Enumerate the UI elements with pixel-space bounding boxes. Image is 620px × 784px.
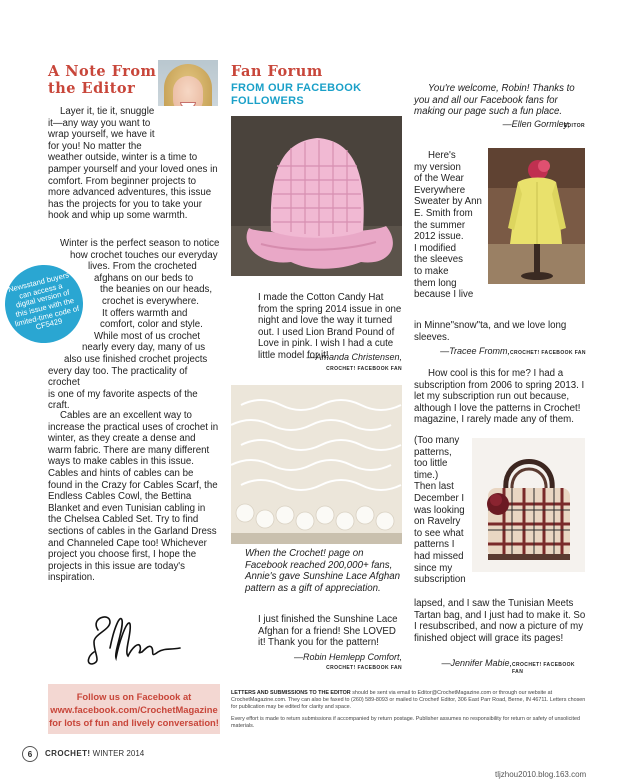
post-jennifer-role: CROCHET! FACEBOOK FAN [512, 662, 575, 675]
editor-signature [80, 608, 190, 668]
editor-reply-role: EDITOR [563, 123, 585, 129]
fan-forum-subtitle: FROM OUR FACEBOOK FOLLOWERS [231, 82, 362, 107]
post-amanda: I made the Cotton Candy Hat from the spring 2014 issue in one night and love the way it turned out. I used Lion Brand Pound of Love in pink. I wish I had a cute little model for it! [258, 292, 402, 361]
follow-line-3: for lots of fun and lively conversation! [49, 716, 219, 728]
fan-forum-title: Fan Forum [231, 63, 323, 80]
submissions-disclaimer: Every effort is made to return submissions if accompanied by return postage. Publisher assumes no responsibility for return or safety of unsolicited materials. [231, 716, 580, 729]
post-amanda-role: CROCHET! FACEBOOK FAN [326, 366, 402, 372]
follow-line-1: Follow us on Facebook at [76, 690, 192, 702]
facebook-follow-box [48, 684, 220, 734]
post-jennifer-author: —Jennifer Mabie, [441, 658, 512, 668]
post-robin: I just finished the Sunshine Lace Afghan for a friend! She LOVED it! Thank you for the pattern! [258, 614, 398, 649]
post-tracee-tail: in Minne"snow"ta, and we love long sleeves. [414, 320, 567, 343]
post-robin-role: CROCHET! FACEBOOK FAN [326, 665, 402, 671]
editor-reply-author: —Ellen Gormley, [502, 119, 570, 129]
wear-everywhere-sweater-photo [488, 148, 585, 284]
page-number: 6 [22, 746, 38, 762]
submissions-heading: LETTERS AND SUBMISSIONS TO THE EDITOR [231, 690, 351, 696]
editor-reply: You're welcome, Robin! Thanks to you and all our Facebook fans for making our page such a fun place. [414, 83, 575, 118]
newsstand-code-badge: Newsstand buyers can access a digital version of this issue with the limited-time code of CF5429 [0, 257, 91, 352]
follow-link[interactable]: www.facebook.com/CrochetMagazine [50, 703, 218, 715]
post-tracee-author: —Tracee Fromm, [440, 346, 510, 356]
post-jennifer-wrap: (Too many patterns, too little time.) Then last December I was looking on Ravelry to see what patterns I had missed since my subscription [414, 435, 466, 586]
post-tracee-role: CROCHET! FACEBOOK FAN [510, 350, 586, 356]
post-tracee: Here's my version of the Wear Everywhere Sweater by Ann E. Smith from the summer 2012 issue. I modified the sleeves to make them long because I live [414, 150, 482, 301]
post-amanda-author: —Amanda Christensen, [306, 352, 402, 362]
blog-watermark: tljzhou2010.blog.163.com [495, 770, 587, 779]
sunshine-lace-afghan-photo [231, 385, 402, 544]
post-jennifer-tail: lapsed, and I saw the Tunisian Meets Tartan bag, and I just had to make it. So I resubscribed, and now a picture of my finished object will grace its pages! [414, 598, 586, 644]
editor-note-paragraph-2: Winter is the perfect season to notice how crochet touches our everyday lives. From the crocheted afghans on our beds to the beanies on our heads, crochet is everywhere. It offers warmth and comfort, color and style. While most of us crochet nearly every day, many of us also use finished crochet projects every day too. The practicality of crochet is one of my favorite aspects of the craft. [48, 238, 220, 412]
editor-note-paragraph-3: Cables are an excellent way to increase the practical uses of crochet in winter, as they create a dense and warm fabric. There are many different ways to make cables in this issue. Cables and hints of cables can be found in the Crazy for Cables Scarf, the Endless Cables Cowl, the Bettina Blanket and even Tunisian cabling in the Chelsea Cabled Set. Try to find sections of cables in the Garland Dress and Channeled Cape too! Whichever project you choose first, I hope the projects in this issue are today's inspiration. [48, 410, 219, 584]
editor-note-title: A Note From the Editor [48, 63, 157, 97]
pink-crochet-hat-photo [231, 116, 402, 276]
post-jennifer-top: How cool is this for me? I had a subscription from 2006 to spring 2013. I let my subscription run out because, although I love the patterns in Crochet! magazine, I rarely made any of them. [414, 368, 585, 426]
tunisian-tartan-bag-photo [472, 438, 585, 572]
afghan-caption: When the Crochet! page on Facebook reached 200,000+ fans, Annie's gave Sunshine Lace Afghan pattern as a gift of appreciation. [245, 548, 400, 594]
submissions-notice: LETTERS AND SUBMISSIONS TO THE EDITOR should be sent via email to Editor@CrochetMagazine.com or through our website at CrochetMagazine.com. They can also be faxed to (260) 589-8093 or mailed to Crochet! Editor, 306 East Parr Road, Berne, IN 46711. Letters chosen for publication may be edited for clarity and space. Every effort is made to return submissions if accompanied by return postage. Publisher assumes no responsibility for return or safety of unsolicited materials. [231, 690, 586, 729]
footer-issue: CROCHET! WINTER 2014 [45, 749, 145, 758]
editor-note-paragraph-1: Layer it, tie it, snuggle it—any way you want to wrap yourself, we have it for you! No matter the weather outside, winter is a time to pamper yourself and your loved ones in comfort. From beginner projects to more advanced adventures, this issue has the projects for you to take your hook and whip up some warmth. [48, 106, 220, 266]
post-robin-author: —Robin Hemlepp Comfort, [293, 652, 402, 662]
